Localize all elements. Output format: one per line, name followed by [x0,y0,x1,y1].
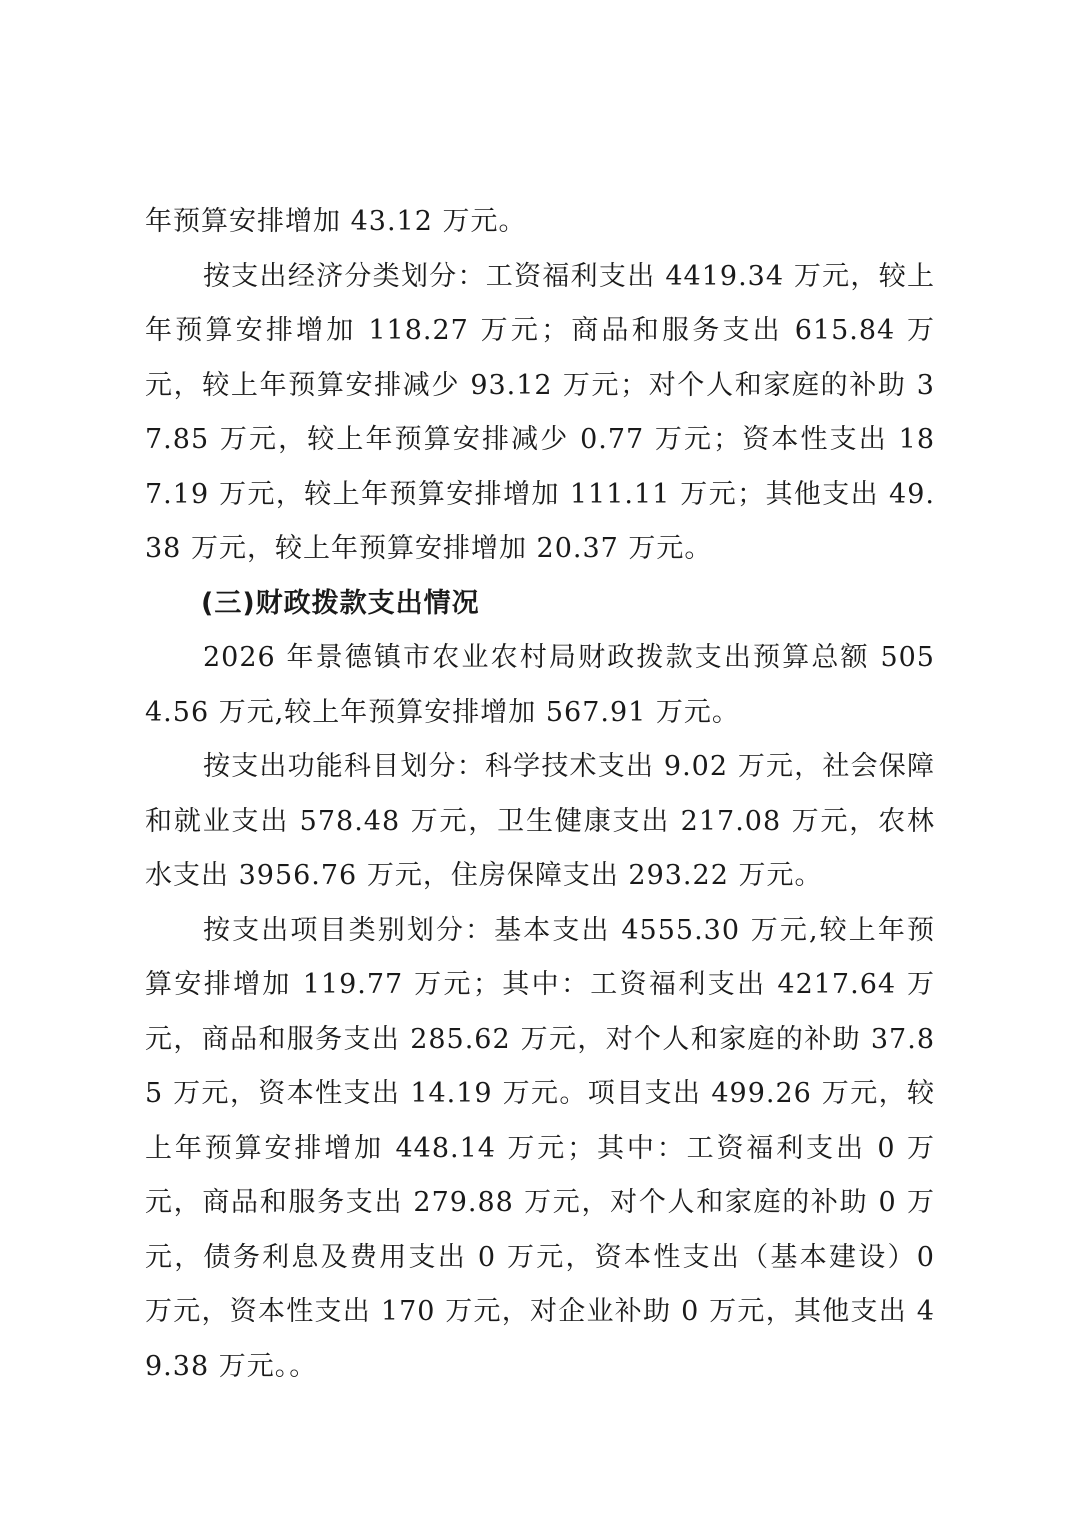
paragraph-continuation: 年预算安排增加 43.12 万元。 [145,206,527,237]
paragraph-total-appropriation: 2026 年景德镇市农业农村局财政拨款支出预算总额 5054.56 万元,较上年预算安排增加 567.91 万元。 [145,642,935,728]
section-heading-fiscal-appropriation: (三)财政拨款支出情况 [201,587,480,619]
paragraph-functional-classification: 按支出功能科目划分：科学技术支出 9.02 万元，社会保障和就业支出 578.48 万元，卫生健康支出 217.08 万元，农林水支出 3956.76 万元，住房保障支出 293.22 万元。 [145,751,935,891]
document-page [145,195,935,1394]
paragraph-project-category: 按支出项目类别划分：基本支出 4555.30 万元,较上年预算安排增加 119.77 万元；其中：工资福利支出 4217.64 万元，商品和服务支出 285.62 万元，对个人和家庭的补助 37.85 万元，资本性支出 14.19 万元。项目支出 499.26 万元，较上年预算安排增加 448.14 万元；其中：工资福利支出 0 万元，商品和服务支出 279.88 万元，对个人和家庭的补助 0 万元，债务利息及费用支出 0 万元，资本性支出（基本建设）0 万元，资本性支出 170 万元，对企业补助 0 万元，其他支出 49.38 万元。。 [145,914,935,1382]
paragraph-economic-classification: 按支出经济分类划分：工资福利支出 4419.34 万元，较上年预算安排增加 118.27 万元；商品和服务支出 615.84 万元，较上年预算安排减少 93.12 万元；对个人和家庭的补助 37.85 万元，较上年预算安排减少 0.77 万元；资本性支出 187.19 万元，较上年预算安排增加 111.11 万元；其他支出 49.38 万元，较上年预算安排增加 20.37 万元。 [145,260,935,564]
